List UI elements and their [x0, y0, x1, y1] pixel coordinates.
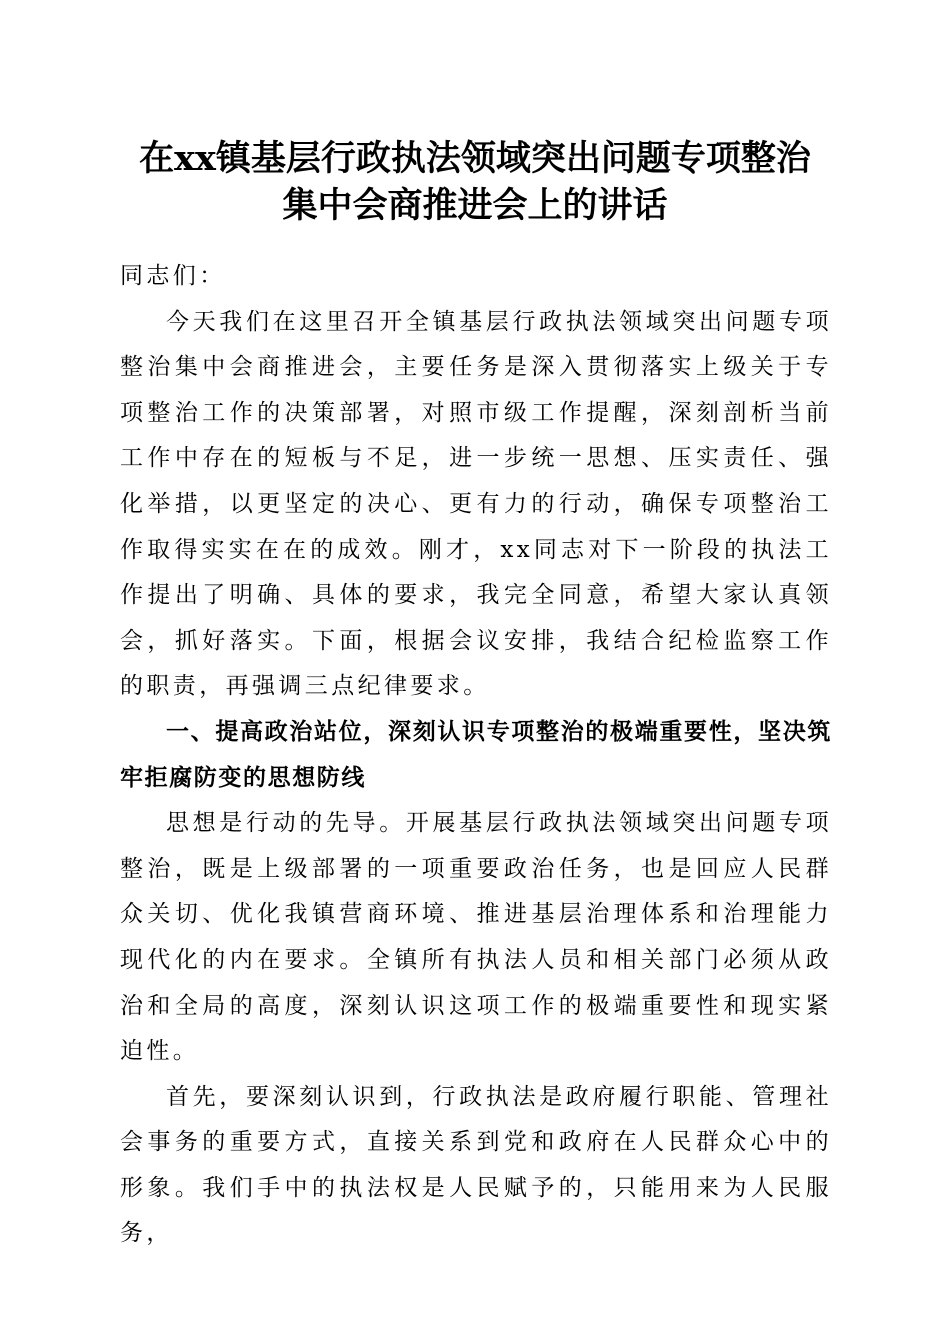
section-1-heading: 一、提高政治站位，深刻认识专项整治的极端重要性，坚决筑牢拒腐防变的思想防线	[120, 718, 832, 791]
salutation: 同志们：	[120, 263, 226, 289]
title-line-1: 在xx镇基层行政执法领域突出问题专项整治	[139, 138, 811, 179]
document-title	[100, 135, 850, 229]
document-body	[120, 254, 832, 1257]
section-1-paragraph-1: 思想是行动的先导。开展基层行政执法领域突出问题专项整治，既是上级部署的一项重要政治任务，也是回应人民群众关切、优化我镇营商环境、推进基层治理体系和治理能力现代化的内在要求。全镇所有执法人员和相关部门必须从政治和全局的高度，深刻认识这项工作的极端重要性和现实紧迫性。	[120, 810, 832, 1065]
intro-paragraph: 今天我们在这里召开全镇基层行政执法领域突出问题专项整治集中会商推进会，主要任务是深入贯彻落实上级关于专项整治工作的决策部署，对照市级工作提醒，深刻剖析当前工作中存在的短板与不足，进一步统一思想、压实责任、强化举措，以更坚定的决心、更有力的行动，确保专项整治工作取得实实在在的成效。刚才，xx同志对下一阶段的执法工作提出了明确、具体的要求，我完全同意，希望大家认真领会，抓好落实。下面，根据会议安排，我结合纪检监察工作的职责，再强调三点纪律要求。	[120, 308, 832, 700]
title-line-2: 集中会商推进会上的讲话	[282, 185, 668, 226]
section-1-paragraph-2: 首先，要深刻认识到，行政执法是政府履行职能、管理社会事务的重要方式，直接关系到党和政府在人民群众心中的形象。我们手中的执法权是人民赋予的，只能用来为人民服务，	[120, 1083, 832, 1247]
